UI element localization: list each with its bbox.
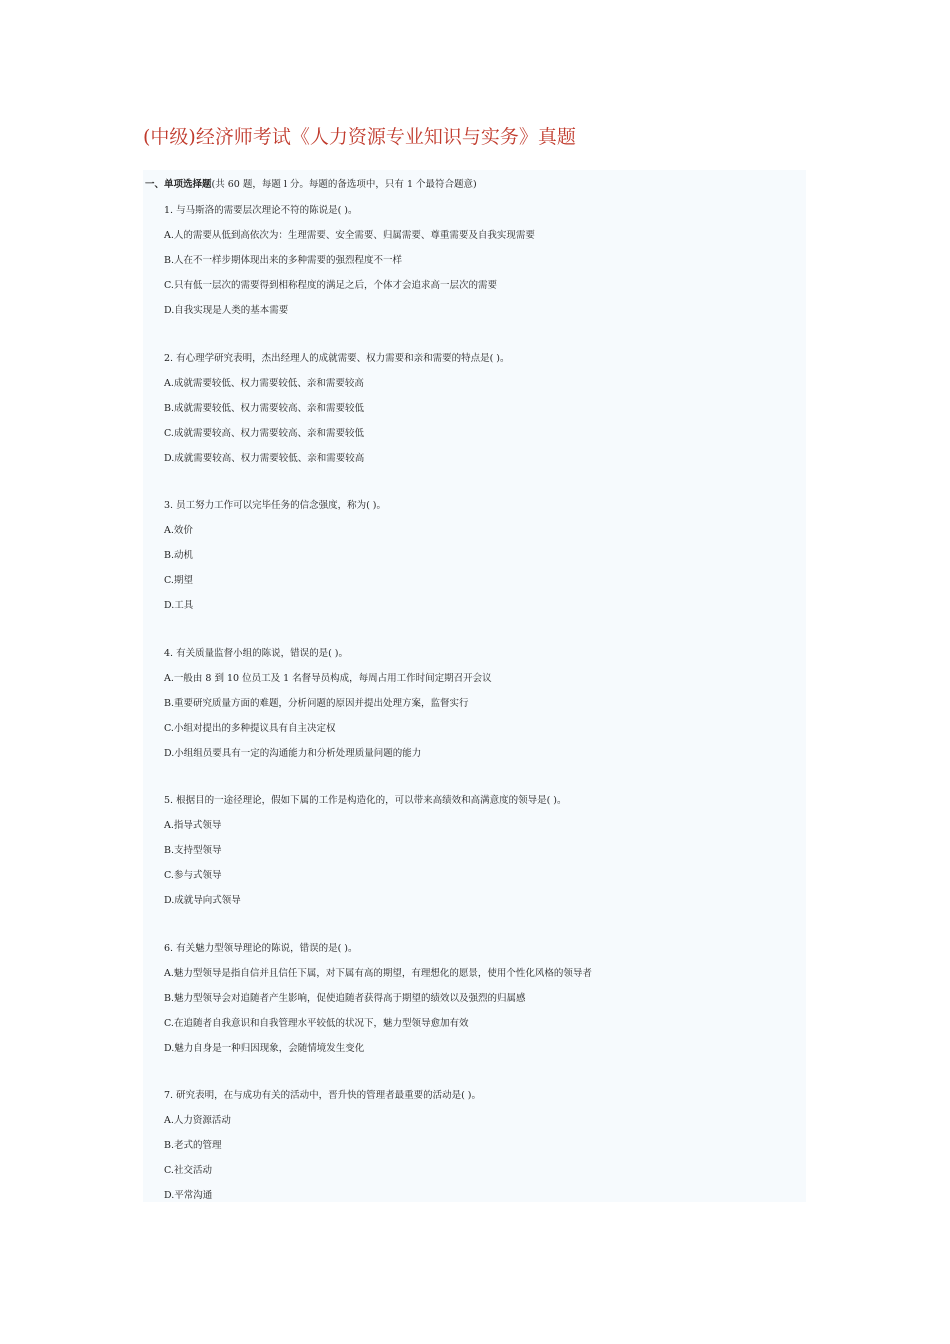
- option-a: A.魅力型领导是指自信并且信任下属，对下属有高的期望，有理想化的愿景，使用个性化风格的领导者: [164, 967, 592, 979]
- section-header: [145, 176, 477, 190]
- question-1: [164, 198, 592, 323]
- option-d: D.成就导向式领导: [164, 895, 241, 906]
- question-list: [164, 198, 592, 1231]
- option-a: A.人力资源活动: [164, 1115, 231, 1126]
- question-stem: 7. 研究表明，在与成功有关的活动中，晋升快的管理者最重要的活动是( )。: [164, 1090, 482, 1101]
- option-a: A.效价: [164, 525, 193, 536]
- question-stem: 3. 员工努力工作可以完毕任务的信念强度，称为( )。: [164, 500, 387, 511]
- option-b: B.重要研究质量方面的难题，分析问题的原因并提出处理方案，监督实行: [164, 697, 469, 709]
- option-b: B.老式的管理: [164, 1140, 222, 1151]
- option-b: B.支持型领导: [164, 845, 222, 856]
- section-note: (共 60 题，每题 l 分。每题的备选项中，只有 1 个最符合题意): [211, 179, 477, 190]
- option-d: D.平常沟通: [164, 1190, 213, 1201]
- question-stem: 4. 有关质量监督小组的陈说，错误的是( )。: [164, 647, 349, 659]
- option-c: C.期望: [164, 575, 193, 586]
- option-c: C.成就需要较高、权力需要较高、亲和需要较低: [164, 427, 364, 439]
- option-c: C.只有低一层次的需要得到相称程度的满足之后，个体才会追求高一层次的需要: [164, 280, 497, 291]
- option-d: D.成就需要较高、权力需要较低、亲和需要较高: [164, 452, 365, 464]
- option-b: B.人在不一样步期体现出来的多种需要的强烈程度不一样: [164, 255, 403, 266]
- question-3: [164, 493, 592, 618]
- option-a: A.人的需要从低到高依次为：生理需要、安全需要、归属需要、尊重需要及自我实现需要: [164, 230, 535, 241]
- question-6: [164, 936, 592, 1061]
- option-d: D.小组组员要具有一定的沟通能力和分析处理质量问题的能力: [164, 747, 422, 759]
- question-stem: 6. 有关魅力型领导理论的陈说，错误的是( )。: [164, 942, 358, 954]
- option-c: C.在追随者自我意识和自我管理水平较低的状况下，魅力型领导愈加有效: [164, 1017, 469, 1029]
- question-panel: [143, 170, 806, 1202]
- option-a: A.成就需要较低、权力需要较低、亲和需要较高: [164, 377, 364, 389]
- option-a: A.一般由 8 到 10 位员工及 1 名督导员构成，每周占用工作时间定期召开会议: [164, 672, 492, 684]
- option-c: C.小组对提出的多种提议具有自主决定权: [164, 722, 336, 734]
- question-stem: 1. 与马斯洛的需要层次理论不符的陈说是( )。: [164, 205, 358, 216]
- option-d: D.自我实现是人类的基本需要: [164, 305, 289, 316]
- page-title: (中级)经济师考试《人力资源专业知识与实务》真题: [143, 126, 576, 148]
- question-7: [164, 1083, 592, 1208]
- question-5: [164, 788, 592, 913]
- option-c: C.社交活动: [164, 1165, 212, 1176]
- option-d: D.魅力自身是一种归因现象，会随情境发生变化: [164, 1042, 365, 1054]
- option-a: A.指导式领导: [164, 820, 222, 831]
- question-4: [164, 641, 592, 766]
- option-b: B.动机: [164, 550, 194, 561]
- question-2: [164, 346, 592, 471]
- option-d: D.工具: [164, 600, 194, 611]
- option-b: B.魅力型领导会对追随者产生影响，促使追随者获得高于期望的绩效以及强烈的归属感: [164, 992, 526, 1004]
- option-b: B.成就需要较低、权力需要较高、亲和需要较低: [164, 402, 365, 414]
- question-stem: 5. 根据目的一途径理论，假如下属的工作是构造化的，可以带来高绩效和高满意度的领导是( )。: [164, 795, 567, 806]
- section-label: 一、单项选择题: [145, 179, 212, 190]
- option-c: C.参与式领导: [164, 870, 222, 881]
- question-stem: 2. 有心理学研究表明，杰出经理人的成就需要、权力需要和亲和需要的特点是( )。: [164, 352, 510, 364]
